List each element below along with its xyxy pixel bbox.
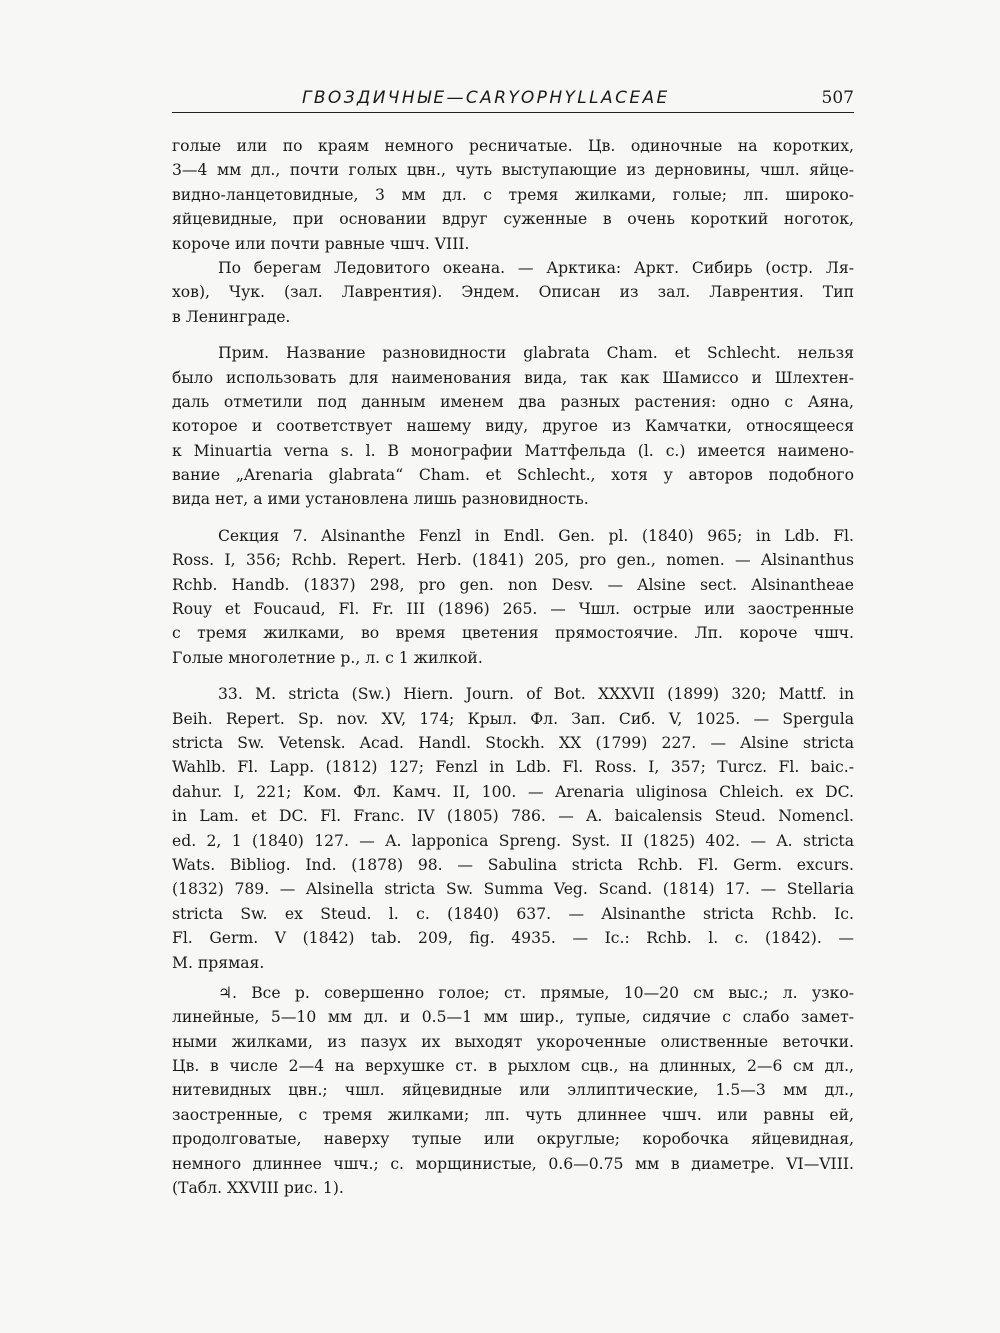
header-rule <box>172 112 854 113</box>
text-line: даль отметили под данным именем два разных растения: одно с Аяна, <box>172 392 854 411</box>
text-line: голые или по краям немного ресничатые. Цв. одиночные на коротких, <box>172 137 854 155</box>
paragraph-distribution <box>172 256 854 329</box>
text-line: M. прямая. <box>172 953 265 972</box>
text-line: продолговатые, наверху тупые или округлые; коробочка яйцевидная, <box>172 1130 854 1149</box>
text-line: Fl. Germ. V (1842) tab. 209, fig. 4935. — Ic.: Rchb. l. c. (1842). — <box>172 929 854 948</box>
paragraph-note <box>172 341 854 512</box>
page-body <box>172 134 854 1200</box>
paragraph-species-33-description <box>172 981 854 1201</box>
paragraph-description-end <box>172 134 854 256</box>
text-line: По берегам Ледовитого океана. — Арктика: Аркт. Сибирь (остр. Ля- <box>218 258 854 277</box>
text-line: 3—4 мм дл., почти голых цвн., чуть выступающие из дерновины, чшл. яйце- <box>172 161 854 180</box>
text-line: 33. M. stricta (Sw.) Hiern. Journ. of Bot. XXXVII (1899) 320; Mattf. in <box>218 685 854 704</box>
page-number: 507 <box>821 88 854 108</box>
text-line: ными жилками, из пазух их выходят укороченные олиственные веточки. <box>172 1032 854 1051</box>
text-line: (Табл. XXVIII рис. 1). <box>172 1179 344 1198</box>
text-line: было использовать для наименования вида, так как Шамиссо и Шлехтен- <box>172 368 854 387</box>
text-line: Wats. Bibliog. Ind. (1878) 98. — Sabulina stricta Rchb. Fl. Germ. excurs. <box>172 855 854 874</box>
text-line: stricta Sw. Vetensk. Acad. Handl. Stockh. XX (1799) 227. — Alsine stricta <box>172 733 854 752</box>
text-line: вида нет, а ими установлена лишь разновидность. <box>172 490 589 509</box>
text-line: Rchb. Handb. (1837) 298, pro gen. non Desv. — Alsine sect. Alsinantheae <box>172 575 854 594</box>
text-line: Rouy et Foucaud, Fl. Fr. III (1896) 265. — Чшл. острые или заостренные <box>172 600 854 619</box>
text-line: Прим. Название разновидности glabrata Cham. et Schlecht. нельзя <box>218 344 854 363</box>
text-line: видно-ланцетовидные, 3 мм дл. с тремя жилками, голые; лп. широко- <box>172 185 854 204</box>
text-line: к Minuartia verna s. l. В монографии Маттфельда (l. c.) имеется наимено- <box>172 441 854 460</box>
text-line: (1832) 789. — Alsinella stricta Sw. Summa Veg. Scand. (1814) 17. — Stellaria <box>172 880 854 899</box>
text-line: Голые многолетние р., л. с 1 жилкой. <box>172 648 483 667</box>
running-title: ГВОЗДИЧНЫЕ—CARYOPHYLLACEAE <box>302 88 670 108</box>
text-line: in Lam. et DC. Fl. Franc. IV (1805) 786. — A. baicalensis Steud. Nomencl. <box>172 807 854 826</box>
text-line: заостренные, с тремя жилками; лп. чуть длиннее чшч. или равны ей, <box>172 1105 854 1124</box>
text-line: Wahlb. Fl. Lapp. (1812) 127; Fenzl in Ldb. Fl. Ross. I, 357; Turcz. Fl. baic.- <box>172 758 854 777</box>
text-line: короче или почти равные чшч. VIII. <box>172 234 470 253</box>
text-line: линейные, 5—10 мм дл. и 0.5—1 мм шир., тупые, сидячие с слабо замет- <box>172 1008 854 1027</box>
text-line: Цв. в числе 2—4 на верхушке ст. в рыхлом сцв., на длинных, 2—6 см дл., <box>172 1057 854 1076</box>
text-line: в Ленинграде. <box>172 307 291 326</box>
text-line: нитевидных цвн.; чшл. яйцевидные или эллиптические, 1.5—3 мм дл., <box>172 1081 854 1100</box>
text-line: с тремя жилками, во время цветения прямостоячие. Лп. короче чшч. <box>172 624 854 643</box>
text-line: Beih. Repert. Sp. nov. XV, 174; Крыл. Фл. Зап. Сиб. V, 1025. — Spergula <box>172 709 854 728</box>
text-line: хов), Чук. (зал. Лаврентия). Эндем. Описан из зал. Лаврентия. Тип <box>172 283 854 302</box>
text-line: ed. 2, 1 (1840) 127. — A. lapponica Spreng. Syst. II (1825) 402. — A. stricta <box>172 831 854 850</box>
text-line: stricta Sw. ex Steud. l. c. (1840) 637. — Alsinanthe stricta Rchb. Ic. <box>172 904 854 923</box>
text-line: немного длиннее чшч.; с. морщинистые, 0.6—0.75 мм в диаметре. VI—VIII. <box>172 1154 854 1173</box>
paragraph-species-33-synonymy <box>172 682 854 975</box>
text-line: Секция 7. Alsinanthe Fenzl in Endl. Gen. pl. (1840) 965; in Ldb. Fl. <box>218 526 854 545</box>
text-line: вание „Arenaria glabrata“ Cham. et Schlecht., хотя у авторов подобного <box>172 466 854 485</box>
running-header <box>172 84 854 118</box>
text-line: ♃. Все р. совершенно голое; ст. прямые, 10—20 см выс.; л. узко- <box>218 983 854 1002</box>
paragraph-section-7 <box>172 524 854 670</box>
text-line: Ross. I, 356; Rchb. Repert. Herb. (1841) 205, pro gen., nomen. — Alsinanthus <box>172 551 854 570</box>
text-line: dahur. I, 221; Ком. Фл. Камч. II, 100. — Arenaria uliginosa Chleich. ex DC. <box>172 782 854 801</box>
text-line: яйцевидные, при основании вдруг суженные в очень короткий ноготок, <box>172 210 854 229</box>
text-line: которое и соответствует нашему виду, другое из Камчатки, относящееся <box>172 417 854 436</box>
